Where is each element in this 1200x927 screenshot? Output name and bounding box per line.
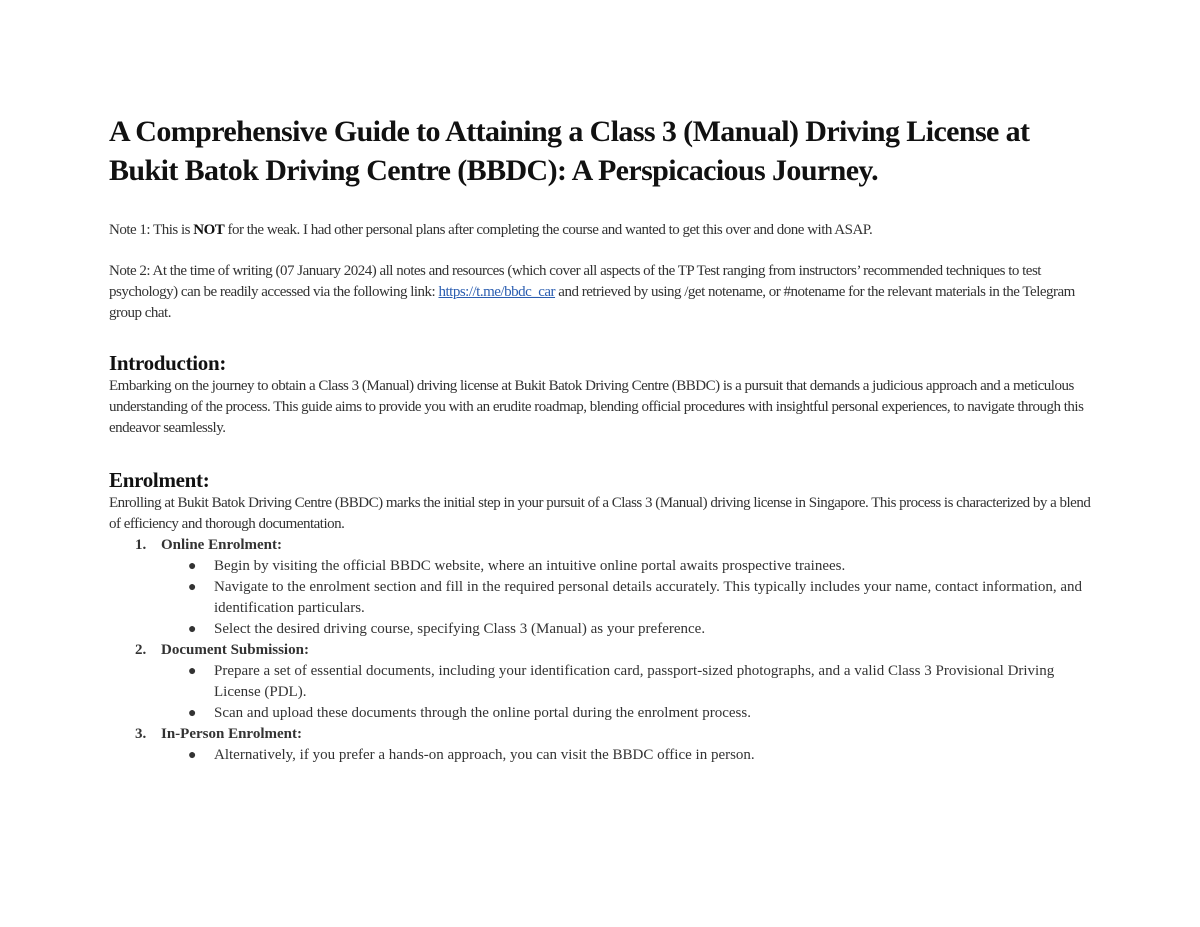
bullet-icon: ●: [188, 559, 197, 574]
bullet-icon: ●: [188, 706, 197, 721]
note-2: [109, 261, 1094, 324]
note-1-emphasis: NOT: [193, 222, 225, 238]
step-bullets: [109, 745, 1094, 766]
list-item-text: Alternatively, if you prefer a hands-on approach, you can visit the BBDC office in person.: [214, 747, 755, 763]
list-item: [109, 661, 1094, 703]
step-label: Document Submission:: [161, 642, 309, 658]
enrolment-step: [109, 640, 1094, 724]
step-label: Online Enrolment:: [161, 537, 282, 553]
step-label: In-Person Enrolment:: [161, 726, 302, 742]
step-header: [109, 640, 1094, 661]
introduction-heading: Introduction:: [109, 351, 227, 375]
step-header: [109, 535, 1094, 556]
enrolment-step: [109, 535, 1094, 640]
list-item-text: Begin by visiting the official BBDC website, where an intuitive online portal awaits prospective trainees.: [214, 558, 846, 574]
bullet-icon: ●: [188, 748, 197, 763]
list-item: [109, 703, 1094, 724]
step-bullets: [109, 556, 1094, 640]
document-title: A Comprehensive Guide to Attaining a Class 3 (Manual) Driving License at Bukit Batok Driving Centre (BBDC): A Perspicacious Journey.: [109, 115, 1030, 187]
list-item: [109, 577, 1094, 619]
list-item: [109, 556, 1094, 577]
step-number: 1.: [135, 537, 147, 553]
enrolment-body: Enrolling at Bukit Batok Driving Centre (BBDC) marks the initial step in your pursuit of a Class 3 (Manual) driving license in Singapore. This process is characterized by a blend of efficiency and thorough documentation.: [109, 495, 1091, 532]
note-1-prefix: Note 1: This is: [109, 222, 194, 238]
note-1: [109, 220, 1094, 241]
bullet-icon: ●: [188, 664, 197, 679]
step-bullets: [109, 661, 1094, 724]
list-item: [109, 619, 1094, 640]
enrolment-heading: Enrolment:: [109, 468, 210, 492]
telegram-link[interactable]: https://t.me/bbdc_car: [438, 284, 556, 300]
list-item: [109, 745, 1094, 766]
list-item-text: Prepare a set of essential documents, including your identification card, passport-sized photographs, and a valid Class 3 Provisional Driving License (PDL).: [214, 663, 1055, 700]
note-2-before-link: Note 2: At the time of writing (07 January 2024) all notes and resources (which cover all aspects of the TP Test ranging from instructors’ recommended techniques to test psychology) can be readily accessed via the following link:: [109, 263, 1041, 300]
step-header: [109, 724, 1094, 745]
step-number: 3.: [135, 726, 147, 742]
note-2-after-link: and retrieved by using /get notename, or #notename for the relevant materials in the Telegram group chat.: [109, 284, 1075, 321]
note-1-suffix: for the weak. I had other personal plans after completing the course and wanted to get this over and done with ASAP.: [224, 222, 873, 238]
list-item-text: Select the desired driving course, specifying Class 3 (Manual) as your preference.: [214, 621, 706, 637]
bullet-icon: ●: [188, 622, 197, 637]
enrolment-steps: [109, 535, 1094, 766]
list-item-text: Scan and upload these documents through the online portal during the enrolment process.: [214, 705, 751, 721]
list-item-text: Navigate to the enrolment section and fill in the required personal details accurately. This typically includes your name, contact information, and identification particulars.: [214, 579, 1083, 616]
introduction-body: Embarking on the journey to obtain a Class 3 (Manual) driving license at Bukit Batok Driving Centre (BBDC) is a pursuit that demands a judicious approach and a meticulous understanding of the process. This guide aims to provide you with an erudite roadmap, blending official procedures with insightful personal experiences, to navigate through this endeavor seamlessly.: [109, 378, 1084, 436]
enrolment-step: [109, 724, 1094, 766]
bullet-icon: ●: [188, 580, 197, 595]
document-content: [109, 112, 1094, 766]
step-number: 2.: [135, 642, 147, 658]
